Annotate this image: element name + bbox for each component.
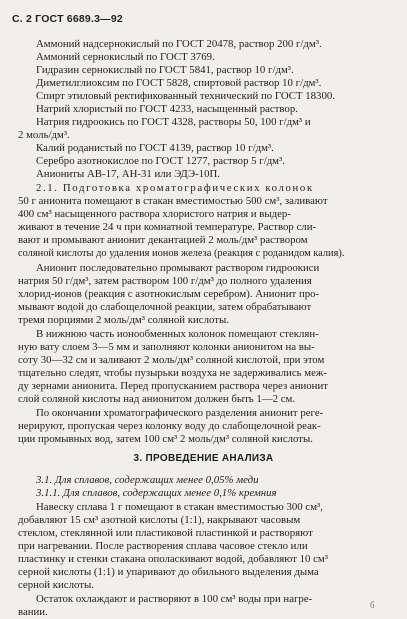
paragraph-line: ду зернами анионита. Перед пропусканием раствора через анионит	[18, 380, 328, 392]
paragraph-line: 50 г анионита помещают в стакан вместимостью 500 см³, заливают	[18, 195, 328, 207]
margin-mark: б	[370, 600, 375, 610]
paragraph-line: нерируют, пропуская через колонку воду до слабощелочной реак-	[18, 420, 321, 432]
reagent-line: Серебро азотнокислое по ГОСТ 1277, раствор 5 г/дм³.	[36, 155, 285, 167]
paragraph-line: живают в течение 24 ч при комнатной температуре. Раствор сли-	[18, 221, 317, 233]
section-3-1-title: 3.1. Для сплавов, содержащих менее 0,05% меди	[36, 474, 259, 486]
reagent-line: Аммоний надсернокислый по ГОСТ 20478, раствор 200 г/дм³.	[36, 38, 322, 50]
paragraph-line: мывают водой до слабощелочной реакции, затем обрабатывают	[18, 301, 312, 313]
section-2-1-title: 2.1. Подготовка хроматографических колонок	[36, 182, 314, 194]
section-3-heading: 3. ПРОВЕДЕНИЕ АНАЛИЗА	[133, 453, 274, 464]
paragraph-line: серной кислоты.	[18, 579, 94, 591]
reagent-line: Гидразин сернокислый по ГОСТ 5841, раствор 10 г/дм³.	[36, 64, 294, 76]
paragraph-line: По окончании хроматографического разделения анионит реге-	[36, 407, 324, 419]
paragraph-line: соту 30—32 см и заливают 2 моль/дм³ соляной кислотой, при этом	[18, 354, 325, 366]
paragraph-line: пластинку и стенки стакана ополаскивают водой, добавляют 10 см³	[18, 553, 328, 565]
reagent-line: 2 моль/дм³.	[18, 129, 70, 141]
paragraph-line: добавляют 15 см³ азотной кислоты (1:1), накрывают часовым	[18, 514, 301, 526]
paragraph-line: вании.	[18, 606, 48, 618]
reagent-line: Аммоний сернокислый по ГОСТ 3769.	[36, 51, 215, 63]
reagent-line: Аниониты АВ-17, АН-31 или ЭДЭ-10П.	[36, 168, 220, 180]
section-3-1-1-title: 3.1.1. Для сплавов, содержащих менее 0,1% кремния	[36, 487, 277, 499]
paragraph-line: 400 см³ насыщенного раствора хлористого натрия и выдер-	[18, 208, 291, 220]
paragraph-line: при нагревании. После растворения сплава часовое стекло или	[18, 540, 308, 552]
paragraph-line: В нижнюю часть ионообменных колонок помещают стеклян-	[36, 328, 319, 340]
reagent-line: Спирт этиловый ректификованный технический по ГОСТ 18300.	[36, 90, 335, 102]
paragraph-line: серной кислоты (1:1) и упаривают до обильного выделения дыма	[18, 566, 319, 578]
paragraph-line: слой соляной кислоты над анионитом должен быть 1—2 см.	[18, 393, 296, 405]
paragraph-line: тщательно следят, чтобы пузырьки воздуха не задерживались меж-	[18, 367, 327, 379]
reagent-line: Калий роданистый по ГОСТ 4139, раствор 10 г/дм³.	[36, 142, 274, 154]
reagent-line: Диметилглиоксим по ГОСТ 5828, спиртовой раствор 10 г/дм³.	[36, 77, 322, 89]
paragraph-line: хлорид-ионов (реакция с азотнокислым серебром). Анионит про-	[18, 288, 320, 300]
paragraph-line: натрия 50 г/дм³, затем раствором 100 г/дм³ до полного удаления	[18, 275, 312, 287]
paragraph-line: ную вату слоем 3—5 мм и заполняют колонки анионитом на вы-	[18, 341, 315, 353]
paragraph-line: стеклом, стеклянной или пластиковой пластинкой и растворяют	[18, 527, 313, 539]
paragraph-line: Анионит последовательно промывают раствором гидроокиси	[36, 262, 320, 274]
paragraph-line: Навеску сплава 1 г помещают в стакан вместимостью 300 см³,	[36, 501, 323, 513]
paragraph-line: ции промывных вод, затем 100 см³ 2 моль/дм³ соляной кислоты.	[18, 433, 313, 445]
paragraph-line: тремя порциями 2 моль/дм³ соляной кислоты.	[18, 314, 229, 326]
paragraph-line: вают и промывают анионит декантацией 2 моль/дм³ раствором	[18, 234, 308, 246]
reagent-line: Натрия гидроокись по ГОСТ 4328, растворы 50, 100 г/дм³ и	[36, 116, 311, 128]
page-header: С. 2 ГОСТ 6689.3—92	[12, 13, 123, 25]
reagent-line: Натрий хлористый по ГОСТ 4233, насыщенный раствор.	[36, 103, 298, 115]
paragraph-line: Остаток охлаждают и растворяют в 100 см³ воды при нагре-	[36, 593, 313, 605]
paragraph-line: соляной кислоты до удаления ионов железа (реакция с роданидом калия).	[18, 248, 345, 259]
